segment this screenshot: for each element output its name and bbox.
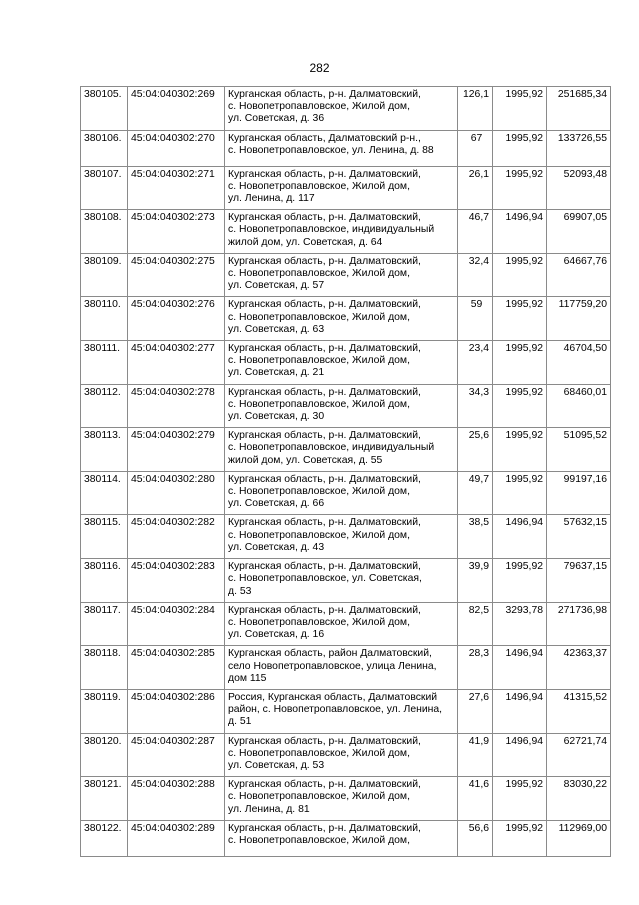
address-cell: Курганская область, р-н. Далматовский, с. Новопетропавловское, Жилой дом, ул. Советская, д. 66 [225,471,458,515]
address-cell: Курганская область, р-н. Далматовский, с. Новопетропавловское, Жилой дом, ул. Советская, д. 21 [225,341,458,385]
value-cell: 57632,15 [547,515,611,559]
row-number-cell: 380109. [81,253,128,297]
address-cell: Курганская область, р-н. Далматовский, с. Новопетропавловское, Жилой дом, ул. Ленина, д. 117 [225,166,458,210]
area-cell: 32,4 [458,253,493,297]
cadastral-number-cell: 45:04:040302:285 [128,646,225,690]
rate-cell: 1995,92 [493,559,547,603]
value-cell: 51095,52 [547,428,611,472]
rate-cell: 1995,92 [493,384,547,428]
cadastral-number-cell: 45:04:040302:271 [128,166,225,210]
address-cell: Курганская область, р-н. Далматовский, с. Новопетропавловское, Жилой дом, ул. Советская, д. 30 [225,384,458,428]
rate-cell: 1995,92 [493,297,547,341]
cadastral-number-cell: 45:04:040302:289 [128,820,225,856]
row-number-cell: 380113. [81,428,128,472]
value-cell: 251685,34 [547,87,611,131]
rate-cell: 1995,92 [493,166,547,210]
area-cell: 41,6 [458,777,493,821]
address-cell: Курганская область, р-н. Далматовский, с. Новопетропавловское, ул. Советская, д. 53 [225,559,458,603]
address-cell: Курганская область, р-н. Далматовский, с. Новопетропавловское, Жилой дом, ул. Ленина, д. 81 [225,777,458,821]
area-cell: 82,5 [458,602,493,646]
cadastral-number-cell: 45:04:040302:278 [128,384,225,428]
table-row [81,210,611,254]
table-row [81,602,611,646]
row-number-cell: 380121. [81,777,128,821]
cadastral-number-cell: 45:04:040302:286 [128,689,225,733]
row-number-cell: 380114. [81,471,128,515]
area-cell: 25,6 [458,428,493,472]
rate-cell: 1496,94 [493,646,547,690]
row-number-cell: 380105. [81,87,128,131]
address-cell: Курганская область, р-н. Далматовский, с. Новопетропавловское, Жилой дом, ул. Советская, д. 36 [225,87,458,131]
address-cell: Курганская область, район Далматовский, село Новопетропавловское, улица Ленина, дом 115 [225,646,458,690]
table-row [81,515,611,559]
row-number-cell: 380107. [81,166,128,210]
table-row [81,733,611,777]
address-cell: Курганская область, р-н. Далматовский, с. Новопетропавловское, Жилой дом, [225,820,458,856]
row-number-cell: 380106. [81,130,128,166]
row-number-cell: 380118. [81,646,128,690]
table-row [81,341,611,385]
cadastral-number-cell: 45:04:040302:277 [128,341,225,385]
value-cell: 117759,20 [547,297,611,341]
rate-cell: 3293,78 [493,602,547,646]
rate-cell: 1496,94 [493,689,547,733]
cadastral-number-cell: 45:04:040302:284 [128,602,225,646]
row-number-cell: 380111. [81,341,128,385]
rate-cell: 1995,92 [493,777,547,821]
row-number-cell: 380112. [81,384,128,428]
row-number-cell: 380122. [81,820,128,856]
table-row [81,689,611,733]
cadastral-number-cell: 45:04:040302:276 [128,297,225,341]
table-row [81,646,611,690]
rate-cell: 1995,92 [493,87,547,131]
table-row [81,166,611,210]
cadastral-number-cell: 45:04:040302:280 [128,471,225,515]
area-cell: 49,7 [458,471,493,515]
table-row [81,471,611,515]
table-body [81,87,611,857]
rate-cell: 1496,94 [493,210,547,254]
address-cell: Курганская область, р-н. Далматовский, с. Новопетропавловское, Жилой дом, ул. Советская, д. 57 [225,253,458,297]
rate-cell: 1995,92 [493,130,547,166]
address-cell: Курганская область, р-н. Далматовский, с. Новопетропавловское, Жилой дом, ул. Советская, д. 43 [225,515,458,559]
rate-cell: 1995,92 [493,341,547,385]
area-cell: 46,7 [458,210,493,254]
area-cell: 23,4 [458,341,493,385]
row-number-cell: 380108. [81,210,128,254]
value-cell: 112969,00 [547,820,611,856]
value-cell: 83030,22 [547,777,611,821]
address-cell: Курганская область, Далматовский р-н., с. Новопетропавловское, ул. Ленина, д. 88 [225,130,458,166]
value-cell: 271736,98 [547,602,611,646]
cadastral-number-cell: 45:04:040302:288 [128,777,225,821]
address-cell: Курганская область, р-н. Далматовский, с. Новопетропавловское, Жилой дом, ул. Советская, д. 63 [225,297,458,341]
value-cell: 42363,37 [547,646,611,690]
rate-cell: 1496,94 [493,515,547,559]
value-cell: 64667,76 [547,253,611,297]
cadastral-number-cell: 45:04:040302:283 [128,559,225,603]
area-cell: 39,9 [458,559,493,603]
cadastral-number-cell: 45:04:040302:279 [128,428,225,472]
address-cell: Курганская область, р-н. Далматовский, с. Новопетропавловское, индивидуальный жилой дом, ул. Советская, д. 55 [225,428,458,472]
table-row [81,428,611,472]
area-cell: 126,1 [458,87,493,131]
value-cell: 41315,52 [547,689,611,733]
table-row [81,384,611,428]
value-cell: 46704,50 [547,341,611,385]
area-cell: 27,6 [458,689,493,733]
table-row [81,777,611,821]
row-number-cell: 380117. [81,602,128,646]
cadastral-number-cell: 45:04:040302:273 [128,210,225,254]
address-cell: Курганская область, р-н. Далматовский, с. Новопетропавловское, Жилой дом, ул. Советская, д. 16 [225,602,458,646]
rate-cell: 1496,94 [493,733,547,777]
area-cell: 38,5 [458,515,493,559]
table-row [81,297,611,341]
cadastral-number-cell: 45:04:040302:270 [128,130,225,166]
value-cell: 68460,01 [547,384,611,428]
cadastral-number-cell: 45:04:040302:287 [128,733,225,777]
cadastral-number-cell: 45:04:040302:269 [128,87,225,131]
rate-cell: 1995,92 [493,253,547,297]
row-number-cell: 380110. [81,297,128,341]
value-cell: 79637,15 [547,559,611,603]
value-cell: 133726,55 [547,130,611,166]
area-cell: 41,9 [458,733,493,777]
row-number-cell: 380119. [81,689,128,733]
rate-cell: 1995,92 [493,471,547,515]
area-cell: 67 [458,130,493,166]
value-cell: 99197,16 [547,471,611,515]
address-cell: Курганская область, р-н. Далматовский, с. Новопетропавловское, Жилой дом, ул. Советская, д. 53 [225,733,458,777]
property-registry-table [80,86,611,857]
row-number-cell: 380115. [81,515,128,559]
row-number-cell: 380120. [81,733,128,777]
table-row [81,87,611,131]
table-row [81,130,611,166]
area-cell: 26,1 [458,166,493,210]
value-cell: 62721,74 [547,733,611,777]
cadastral-number-cell: 45:04:040302:275 [128,253,225,297]
table-row [81,253,611,297]
row-number-cell: 380116. [81,559,128,603]
value-cell: 69907,05 [547,210,611,254]
address-cell: Курганская область, р-н. Далматовский, с. Новопетропавловское, индивидуальный жилой дом, ул. Советская, д. 64 [225,210,458,254]
page-number: 282 [309,61,330,75]
rate-cell: 1995,92 [493,820,547,856]
value-cell: 52093,48 [547,166,611,210]
area-cell: 56,6 [458,820,493,856]
address-cell: Россия, Курганская область, Далматовский район, с. Новопетропавловское, ул. Ленина, д. 51 [225,689,458,733]
area-cell: 34,3 [458,384,493,428]
table-row [81,820,611,856]
cadastral-number-cell: 45:04:040302:282 [128,515,225,559]
rate-cell: 1995,92 [493,428,547,472]
area-cell: 59 [458,297,493,341]
table-row [81,559,611,603]
area-cell: 28,3 [458,646,493,690]
